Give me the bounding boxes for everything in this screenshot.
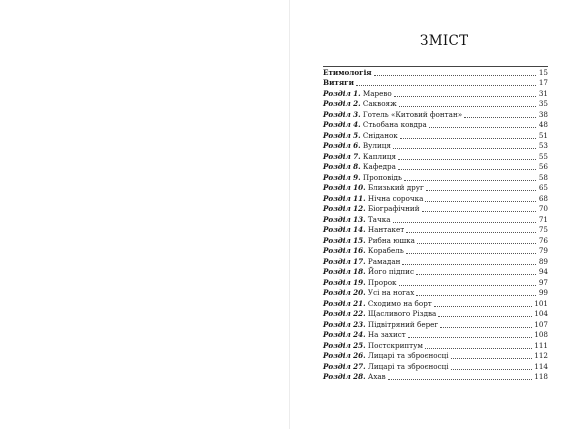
- chapter-title: Каплиця: [362, 151, 397, 161]
- page-number: 53: [538, 141, 548, 150]
- chapter-prefix: Розділ: [323, 204, 351, 213]
- dot-leader: [408, 336, 533, 338]
- dot-leader: [438, 315, 532, 317]
- dot-leader: [400, 137, 536, 139]
- chapter-prefix: Розділ: [323, 235, 351, 245]
- toc-entry-label: [323, 152, 396, 163]
- toc-entry: [323, 351, 548, 362]
- page-number: 48: [538, 120, 548, 129]
- chapter-prefix: Розділ: [323, 340, 351, 350]
- toc-entry: [323, 183, 548, 194]
- toc-entry: [323, 309, 548, 320]
- dot-leader: [426, 189, 536, 191]
- toc-entry-label: [323, 162, 396, 173]
- chapter-title: Марево: [362, 88, 392, 98]
- chapter-prefix: Розділ: [323, 151, 351, 161]
- toc-entry-label: [323, 341, 423, 352]
- page-number: 68: [538, 193, 548, 203]
- toc-entry: [323, 162, 548, 173]
- dot-leader: [388, 378, 533, 380]
- chapter-number: 16.: [353, 246, 366, 255]
- chapter-prefix: Розділ: [323, 88, 351, 98]
- chapter-title: Вулиця: [362, 141, 391, 150]
- dot-leader: [416, 294, 536, 296]
- toc-entry-label: [323, 183, 424, 194]
- chapter-number: 21.: [353, 298, 366, 308]
- toc-entry-label: [323, 257, 400, 268]
- chapter-number: 4.: [353, 120, 361, 129]
- chapter-prefix: Розділ: [323, 141, 351, 150]
- chapter-number: 26.: [353, 351, 366, 360]
- page-number: 94: [538, 267, 548, 276]
- toc-entry-label: [323, 372, 386, 383]
- toc-entry-label: [323, 141, 391, 152]
- table-of-contents: [323, 66, 548, 383]
- page-number: 38: [538, 109, 548, 119]
- page-number: 99: [538, 288, 548, 297]
- toc-entry-title: Етимологія: [323, 68, 372, 77]
- toc-entry-label: [323, 131, 398, 142]
- chapter-title: Нантакет: [367, 225, 405, 234]
- page-number: 112: [534, 351, 548, 360]
- toc-entry-label: [323, 330, 406, 341]
- dot-leader: [434, 305, 532, 307]
- page-number: 111: [534, 340, 548, 350]
- chapter-title: Усі на ногах: [367, 288, 415, 297]
- chapter-title: Кафедра: [362, 162, 396, 171]
- toc-entry: [323, 246, 548, 257]
- page-number: 65: [538, 183, 548, 192]
- chapter-prefix: Розділ: [323, 109, 351, 119]
- chapter-prefix: Розділ: [323, 256, 351, 266]
- chapter-prefix: Розділ: [323, 214, 351, 224]
- toc-entry: [323, 89, 548, 100]
- page-number: 108: [534, 330, 548, 339]
- chapter-prefix: Розділ: [323, 361, 351, 371]
- chapter-number: 12.: [353, 204, 366, 213]
- chapter-number: 13.: [353, 214, 366, 224]
- chapter-number: 28.: [353, 372, 366, 381]
- chapter-title: Лицарі та зброєносці: [367, 361, 449, 371]
- page-number: 15: [538, 68, 548, 77]
- toc-entry: [323, 141, 548, 152]
- chapter-prefix: Розділ: [323, 183, 351, 192]
- page-number: 104: [534, 309, 548, 318]
- page-number: 58: [538, 172, 548, 182]
- dot-leader: [425, 200, 536, 202]
- chapter-title: Готель «Китовий фонтан»: [362, 109, 463, 119]
- dot-leader: [425, 347, 532, 349]
- toc-entry-label: [323, 173, 402, 184]
- toc-entry: [323, 99, 548, 110]
- toc-entry: [323, 320, 548, 331]
- page-number: 35: [538, 99, 548, 108]
- dot-leader: [417, 242, 536, 244]
- chapter-title: На захист: [367, 330, 406, 339]
- chapter-title: Лицарі та зброєносці: [367, 351, 449, 360]
- toc-entry: [323, 267, 548, 278]
- dot-leader: [451, 357, 533, 359]
- contents-heading: ЗМІСТ: [420, 33, 469, 49]
- toc-entry-label: [323, 225, 404, 236]
- toc-entry: [323, 278, 548, 289]
- chapter-number: 18.: [353, 267, 366, 276]
- toc-entry: [323, 66, 548, 78]
- toc-entry-label: [323, 78, 354, 89]
- toc-entry-label: [323, 194, 423, 205]
- toc-entry-label: [323, 288, 414, 299]
- dot-leader: [356, 84, 536, 86]
- dot-leader: [399, 105, 536, 107]
- chapter-title: Близький друг: [367, 183, 424, 192]
- page-number: 71: [538, 214, 548, 224]
- toc-entry: [323, 362, 548, 373]
- contents-page: [290, 0, 580, 429]
- dot-leader: [404, 179, 536, 181]
- toc-entry: [323, 236, 548, 247]
- chapter-title: Сходимо на борт: [367, 298, 432, 308]
- toc-entry: [323, 372, 548, 383]
- chapter-number: 11.: [353, 193, 366, 203]
- toc-entry-label: [323, 309, 436, 320]
- chapter-number: 20.: [353, 288, 366, 297]
- chapter-title: Біографічний: [367, 204, 420, 213]
- chapter-number: 7.: [353, 151, 361, 161]
- toc-entry-label: [323, 267, 414, 278]
- chapter-number: 23.: [353, 319, 366, 329]
- toc-entry: [323, 215, 548, 226]
- toc-entry-label: [323, 299, 432, 310]
- chapter-prefix: Розділ: [323, 309, 351, 318]
- chapter-title: Пророк: [367, 277, 397, 287]
- dot-leader: [464, 116, 536, 118]
- chapter-title: Ахав: [367, 372, 386, 381]
- toc-entry: [323, 152, 548, 163]
- toc-entry: [323, 173, 548, 184]
- chapter-title: Рибна юшка: [367, 235, 415, 245]
- chapter-prefix: Розділ: [323, 246, 351, 255]
- page-number: 118: [534, 372, 548, 381]
- toc-entry: [323, 110, 548, 121]
- dot-leader: [399, 284, 536, 286]
- toc-entry-label: [323, 236, 415, 247]
- dot-leader: [406, 231, 536, 233]
- toc-entry-label: [323, 110, 462, 121]
- page-number: 51: [538, 130, 548, 140]
- chapter-number: 14.: [353, 225, 366, 234]
- dot-leader: [398, 168, 536, 170]
- chapter-number: 2.: [353, 99, 361, 108]
- dot-leader: [398, 158, 536, 160]
- toc-entry-label: [323, 246, 404, 257]
- chapter-number: 19.: [353, 277, 366, 287]
- chapter-prefix: Розділ: [323, 225, 351, 234]
- chapter-number: 5.: [353, 130, 361, 140]
- chapter-prefix: Розділ: [323, 372, 351, 381]
- toc-entry-label: [323, 89, 392, 100]
- chapter-prefix: Розділ: [323, 99, 351, 108]
- dot-leader: [393, 147, 536, 149]
- chapter-title: Його підпис: [367, 267, 414, 276]
- toc-entry-label: [323, 351, 449, 362]
- dot-leader: [429, 126, 536, 128]
- page-number: 31: [538, 88, 548, 98]
- dot-leader: [402, 263, 536, 265]
- toc-entry-label: [323, 68, 372, 79]
- toc-entry-label: [323, 278, 397, 289]
- chapter-prefix: Розділ: [323, 298, 351, 308]
- toc-entry: [323, 120, 548, 131]
- dot-leader: [440, 326, 532, 328]
- chapter-prefix: Розділ: [323, 319, 351, 329]
- chapter-prefix: Розділ: [323, 288, 351, 297]
- chapter-number: 15.: [353, 235, 366, 245]
- chapter-number: 9.: [353, 172, 361, 182]
- chapter-number: 1.: [353, 88, 361, 98]
- page-number: 76: [538, 235, 548, 245]
- dot-leader: [422, 210, 537, 212]
- chapter-title: Сніданок: [362, 130, 398, 140]
- chapter-title: Нічна сорочка: [367, 193, 424, 203]
- page-number: 70: [538, 204, 548, 213]
- toc-entry: [323, 225, 548, 236]
- dot-leader: [374, 74, 536, 76]
- page-number: 107: [534, 319, 548, 329]
- toc-entry: [323, 341, 548, 352]
- chapter-number: 6.: [353, 141, 361, 150]
- page-number: 56: [538, 162, 548, 171]
- chapter-prefix: Розділ: [323, 172, 351, 182]
- chapter-number: 8.: [353, 162, 361, 171]
- toc-entry: [323, 131, 548, 142]
- chapter-prefix: Розділ: [323, 277, 351, 287]
- chapter-number: 10.: [353, 183, 366, 192]
- chapter-number: 17.: [353, 256, 366, 266]
- chapter-prefix: Розділ: [323, 130, 351, 140]
- chapter-number: 22.: [353, 309, 366, 318]
- dot-leader: [416, 273, 536, 275]
- page-number: 79: [538, 246, 548, 255]
- chapter-title: Тачка: [367, 214, 391, 224]
- chapter-prefix: Розділ: [323, 330, 351, 339]
- chapter-prefix: Розділ: [323, 267, 351, 276]
- chapter-prefix: Розділ: [323, 351, 351, 360]
- chapter-title: Постскриптум: [367, 340, 423, 350]
- toc-entry-label: [323, 362, 449, 373]
- toc-entry-label: [323, 120, 427, 131]
- dot-leader: [394, 95, 536, 97]
- page-number: 89: [538, 256, 548, 266]
- chapter-number: 24.: [353, 330, 366, 339]
- chapter-title: Рамадан: [367, 256, 401, 266]
- toc-entry: [323, 204, 548, 215]
- page-number: 75: [538, 225, 548, 234]
- chapter-number: 25.: [353, 340, 366, 350]
- chapter-title: Корабель: [367, 246, 404, 255]
- toc-entry-title: Витяги: [323, 78, 354, 87]
- toc-entry: [323, 78, 548, 89]
- dot-leader: [393, 221, 537, 223]
- chapter-prefix: Розділ: [323, 193, 351, 203]
- toc-entry: [323, 330, 548, 341]
- toc-entry-label: [323, 215, 391, 226]
- chapter-number: 27.: [353, 361, 366, 371]
- page-number: 55: [538, 151, 548, 161]
- chapter-prefix: Розділ: [323, 120, 351, 129]
- page-number: 17: [538, 78, 548, 87]
- chapter-prefix: Розділ: [323, 162, 351, 171]
- chapter-title: Щасливого Різдва: [367, 309, 437, 318]
- chapter-title: Проповідь: [362, 172, 402, 182]
- chapter-title: Саквояж: [362, 99, 397, 108]
- toc-entry: [323, 194, 548, 205]
- page-number: 97: [538, 277, 548, 287]
- toc-entry: [323, 299, 548, 310]
- toc-entry: [323, 257, 548, 268]
- toc-entry-label: [323, 204, 420, 215]
- page-number: 101: [534, 298, 548, 308]
- chapter-title: Підвітряний берег: [367, 319, 439, 329]
- page-number: 114: [534, 361, 548, 371]
- toc-entry: [323, 288, 548, 299]
- toc-entry-label: [323, 320, 438, 331]
- dot-leader: [451, 368, 533, 370]
- chapter-title: Стьобана ковдра: [362, 120, 427, 129]
- toc-entry-label: [323, 99, 397, 110]
- chapter-number: 3.: [353, 109, 361, 119]
- dot-leader: [406, 252, 536, 254]
